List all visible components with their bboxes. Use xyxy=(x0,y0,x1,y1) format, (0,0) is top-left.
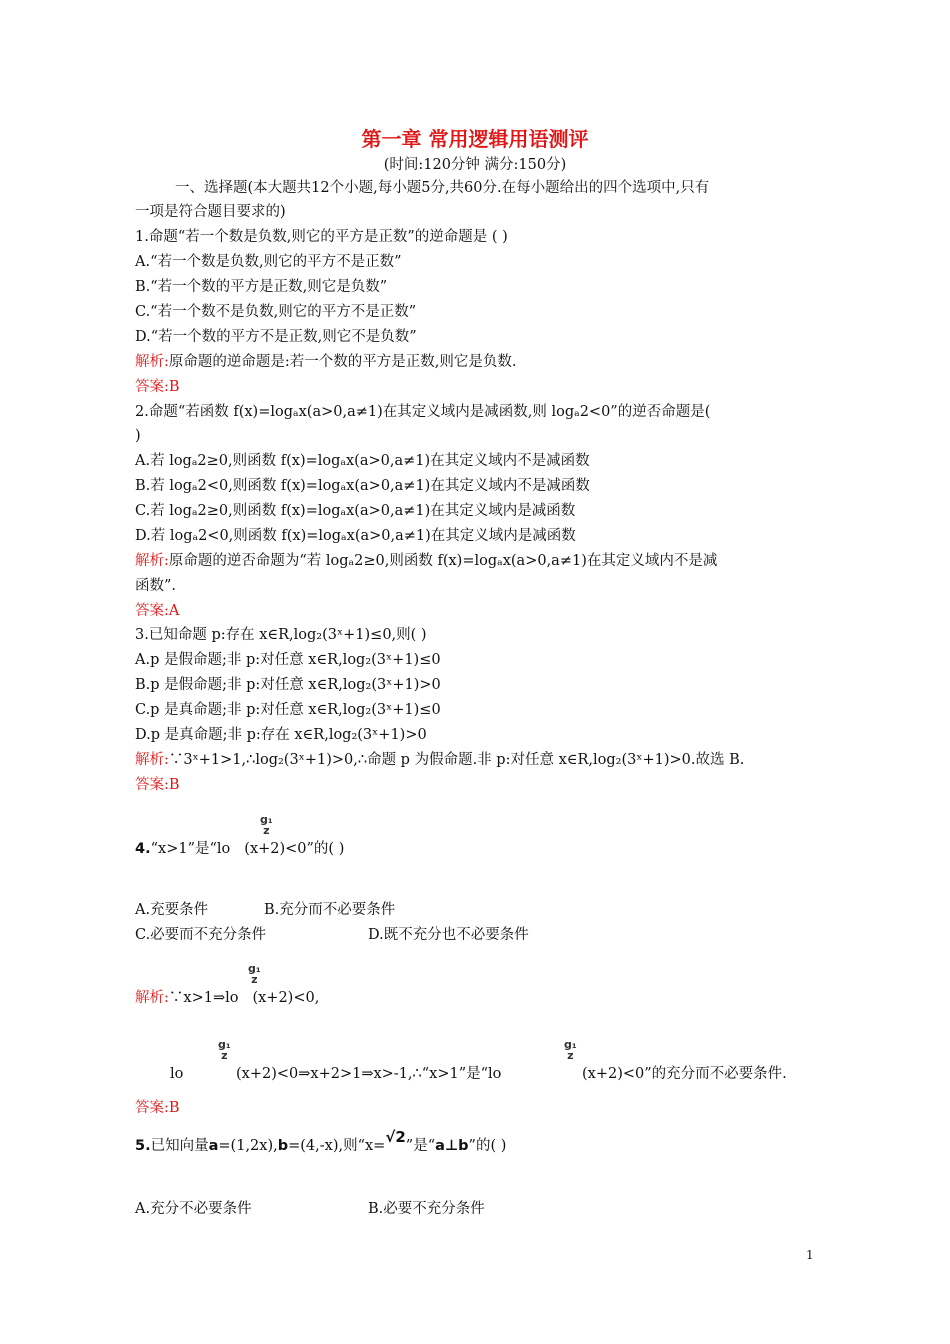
vector-b: b xyxy=(277,1138,289,1154)
q4-stem-part2: (x+2)<0”的( ) xyxy=(244,841,345,857)
q4-analysis-line1 xyxy=(135,988,319,1008)
q1-analysis xyxy=(135,352,517,372)
q5-option-b: B.必要不充分条件 xyxy=(368,1201,485,1217)
q3-option-d: D.p 是真命题;非 p:存在 x∈R,log₂(3ˣ+1)>0 xyxy=(135,727,427,743)
q2-stem-line2: ) xyxy=(135,428,141,444)
q1-answer: 答案:B xyxy=(135,379,180,395)
analysis-label: 解析: xyxy=(135,354,169,370)
q4-analysis-log-superscript-3 xyxy=(564,1039,577,1061)
analysis-label: 解析: xyxy=(135,990,169,1006)
section-heading-line1: 一、选择题(本大题共12个小题,每小题5分,共60分.在每小题给出的四个选项中,只有 xyxy=(175,180,710,196)
q3-stem: 3.已知命题 p:存在 x∈R,log₂(3ˣ+1)≤0,则( ) xyxy=(135,627,427,643)
q4-analysis-log-superscript xyxy=(248,963,261,985)
q4-log-base-superscript xyxy=(260,814,273,836)
q4-analysis-log-superscript-2 xyxy=(218,1039,231,1061)
q4-stem-part1: “x>1”是“lo xyxy=(150,841,231,857)
page-number: 1 xyxy=(806,1248,814,1262)
q3-option-b: B.p 是假命题;非 p:对任意 x∈R,log₂(3ˣ+1)>0 xyxy=(135,677,441,693)
log-base-digits: g₁ z xyxy=(248,962,261,986)
sqrt-two: √2 xyxy=(385,1128,406,1146)
q5-stem-part3: =(4,-x),则“x= xyxy=(288,1138,386,1154)
q2-option-b: B.若 logₐ2<0,则函数 f(x)=logₐx(a>0,a≠1)在其定义域内不是减函数 xyxy=(135,478,590,494)
q2-option-c: C.若 logₐ2≥0,则函数 f(x)=logₐx(a>0,a≠1)在其定义域内是减函数 xyxy=(135,503,576,519)
q5-stem-part5: ”的( ) xyxy=(468,1138,507,1154)
q5-number: 5. xyxy=(135,1138,151,1154)
vector-a: a xyxy=(208,1138,219,1154)
analysis-text: ∵3ˣ+1>1,∴log₂(3ˣ+1)>0,∴命题 p 为假命题.非 p:对任意 x∈R,log₂(3ˣ+1)>0.故选 B. xyxy=(168,752,745,768)
q2-analysis-line1 xyxy=(135,551,717,571)
log-base-digits: g₁ z xyxy=(564,1038,577,1062)
analysis-text: 原命题的逆命题是:若一个数的平方是正数,则它是负数. xyxy=(168,354,517,370)
q2-stem-line1: 2.命题“若函数 f(x)=logₐx(a>0,a≠1)在其定义域内是减函数,则 logₐ2<0”的逆否命题是( xyxy=(135,404,711,420)
q1-option-a: A.“若一个数是负数,则它的平方不是正数” xyxy=(135,254,402,270)
q4-stem xyxy=(135,839,344,859)
q5-stem-part1: 已知向量 xyxy=(150,1138,209,1154)
q2-answer: 答案:A xyxy=(135,603,180,619)
q4-analysis-line2-mid: (x+2)<0⇒x+2>1⇒x>-1,∴“x>1”是“lo xyxy=(236,1066,502,1082)
q1-option-c: C.“若一个数不是负数,则它的平方不是正数” xyxy=(135,304,417,320)
analysis-label: 解析: xyxy=(135,752,169,768)
q4-answer: 答案:B xyxy=(135,1100,180,1116)
page-subtitle: (时间:120分钟 满分:150分) xyxy=(383,157,567,173)
log-base-digits: g₁ z xyxy=(218,1038,231,1062)
q5-stem-part4: ”是“ xyxy=(405,1138,436,1154)
perpendicular-condition: a⊥b xyxy=(435,1138,469,1154)
q2-analysis-line2: 函数”. xyxy=(135,578,177,594)
q3-option-a: A.p 是假命题;非 p:对任意 x∈R,log₂(3ˣ+1)≤0 xyxy=(135,652,441,668)
q2-option-d: D.若 logₐ2<0,则函数 f(x)=logₐx(a>0,a≠1)在其定义域内是减函数 xyxy=(135,528,576,544)
section-heading-line2: 一项是符合题目要求的) xyxy=(135,204,286,220)
q1-option-b: B.“若一个数的平方是正数,则它是负数” xyxy=(135,279,388,295)
q4-option-d: D.既不充分也不必要条件 xyxy=(368,927,529,943)
log-base-digits: g₁ z xyxy=(260,813,273,837)
q3-answer: 答案:B xyxy=(135,777,180,793)
q5-stem-part2: =(1,2x), xyxy=(218,1138,278,1154)
analysis-text: 原命题的逆否命题为“若 logₐ2≥0,则函数 f(x)=logₐx(a>0,a≠1)在其定义域内不是减 xyxy=(168,553,718,569)
q4-analysis-line2-end: (x+2)<0”的充分而不必要条件. xyxy=(582,1066,787,1082)
q1-option-d: D.“若一个数的平方不是正数,则它不是负数” xyxy=(135,329,417,345)
q4-option-b: B.充分而不必要条件 xyxy=(264,902,396,918)
page-title: 第一章 常用逻辑用语测评 xyxy=(361,127,589,151)
q1-stem: 1.命题“若一个数是负数,则它的平方是正数”的逆命题是 ( ) xyxy=(135,229,508,245)
analysis-text-cont: (x+2)<0, xyxy=(252,990,320,1006)
q5-option-a: A.充分不必要条件 xyxy=(135,1201,252,1217)
q2-option-a: A.若 logₐ2≥0,则函数 f(x)=logₐx(a>0,a≠1)在其定义域内不是减函数 xyxy=(135,453,590,469)
q3-analysis xyxy=(135,750,744,770)
q4-option-c: C.必要而不充分条件 xyxy=(135,927,267,943)
analysis-label: 解析: xyxy=(135,553,169,569)
q4-number: 4. xyxy=(135,841,151,857)
q4-analysis-line2-lo: lo xyxy=(170,1066,184,1082)
q5-stem xyxy=(135,1128,507,1156)
analysis-text: ∵x>1⇒lo xyxy=(168,990,239,1006)
q3-option-c: C.p 是真命题;非 p:对任意 x∈R,log₂(3ˣ+1)≤0 xyxy=(135,702,441,718)
q4-option-a: A.充要条件 xyxy=(135,902,209,918)
